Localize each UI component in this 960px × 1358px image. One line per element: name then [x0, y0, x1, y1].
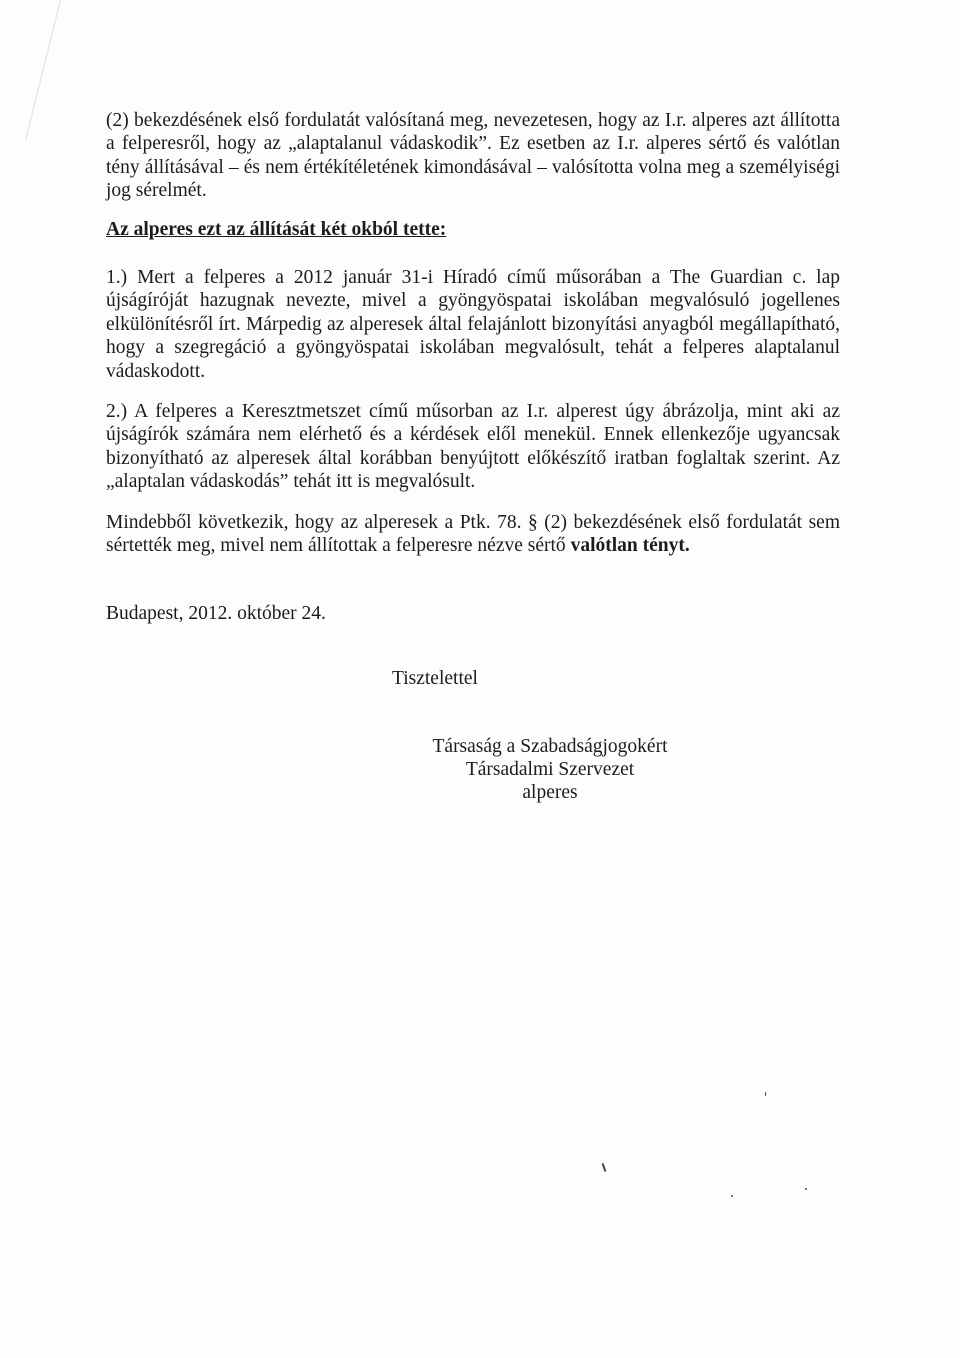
intro-paragraph: (2) bekezdésének első fordulatát valósítaná meg, nevezetesen, hogy az I.r. alperes azt állította a felperesről, hogy az „alaptalanul vádaskodik”. Ez esetben az I.r. alperes sértő és valótlan tény állításával – és nem értékítéletének kimondásával – valósította volna meg a személyiségi jog sérelmét.: [106, 110, 840, 202]
reason-2-paragraph: 2.) A felperes a Keresztmetszet című műsorban az I.r. alperest úgy ábrázolja, mint aki az újságírók számára nem elérhető és a kérdések elől menekül. Ennek ellenkezője ugyancsak bizonyítható az alperesek által korábban benyújtott előkészítő iratban foglaltak szerint. Az „alaptalan vádaskodás” tehát itt is megvalósult.: [106, 401, 840, 493]
scan-speck: [602, 1163, 607, 1172]
signature-role: alperes: [522, 782, 578, 803]
conclusion-emphasis: valótlan tényt.: [570, 535, 690, 557]
signature-organization-type: Társadalmi Szervezet: [465, 759, 635, 780]
scan-speck: [765, 1092, 766, 1096]
reason-1-paragraph: 1.) Mert a felperes a 2012 január 31-i Híradó című műsorában a The Guardian c. lap újságíróját hazugnak nevezte, mivel a gyöngyöspatai iskolában megvalósuló jogellenes elkülönítésről írt. Márpedig az alperesek által felajánlott bizonyítási anyagból megállapítható, hogy a szegregáció a gyöngyöspatai iskolában megvalósult, tehát a felperes alaptalanul vádaskodott.: [106, 267, 840, 382]
signature-organization: Társaság a Szabadságjogokért: [432, 736, 668, 757]
place-and-date: Budapest, 2012. október 24.: [106, 603, 326, 624]
scan-speck: [731, 1195, 733, 1197]
conclusion-text: Mindebből következik, hogy az alperesek a Ptk. 78. § (2) bekezdésének első fordulatát sem sértették meg, mivel nem állítottak a felperesre nézve sértő: [106, 512, 840, 557]
closing-salutation: Tisztelettel: [392, 668, 478, 689]
section-heading: Az alperes ezt az állítását két okból tette:: [106, 219, 447, 240]
scan-speck: [805, 1188, 807, 1190]
paper-fold-line: [0, 0, 61, 140]
conclusion-paragraph: [106, 511, 840, 558]
